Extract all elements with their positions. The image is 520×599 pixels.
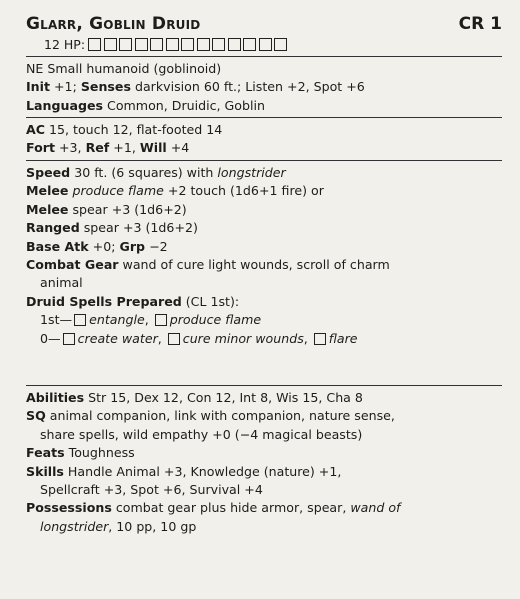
hp-box[interactable] xyxy=(166,38,179,51)
separator: , xyxy=(157,330,166,346)
sq-value: animal companion, link with companion, nature sense, xyxy=(45,408,395,424)
bab-value: +0; xyxy=(88,238,120,254)
possessions-continuation xyxy=(26,518,504,536)
hp-box[interactable] xyxy=(274,38,287,51)
melee-label: Melee xyxy=(26,183,69,199)
possessions-wand-spell: longstrider xyxy=(40,518,109,534)
melee-value: +2 touch (1d6+1 fire) or xyxy=(163,183,324,199)
combat-gear-label: Combat Gear xyxy=(26,257,119,273)
fort-label: Fort xyxy=(26,140,55,156)
spells-header-line xyxy=(26,293,504,311)
senses-value: darkvision 60 ft.; Listen +2, Spot +6 xyxy=(130,79,365,95)
skills-continuation: Spellcraft +3, Spot +6, Survival +4 xyxy=(40,482,263,498)
alignment-type: NE Small humanoid (goblinoid) xyxy=(26,61,222,76)
languages-line xyxy=(26,97,504,115)
caster-level: (CL 1st): xyxy=(181,293,240,309)
melee-line-1 xyxy=(26,182,504,200)
combat-gear-value: wand of cure light wounds, scroll of charm xyxy=(118,257,390,273)
stat-block-header xyxy=(26,14,502,34)
ref-value: +1, xyxy=(109,140,140,156)
hp-box[interactable] xyxy=(197,38,210,51)
divider xyxy=(26,117,502,118)
spell-entangle: entangle xyxy=(89,312,145,328)
spell-produce-flame: produce flame xyxy=(169,312,262,328)
divider xyxy=(26,385,502,386)
sq-label: SQ xyxy=(26,408,46,424)
grapple-label: Grp xyxy=(119,238,146,254)
ranged-value: spear +3 (1d6+2) xyxy=(79,220,198,236)
grapple-value: −2 xyxy=(145,238,168,254)
special-qualities-continuation: share spells, wild empathy +0 (−4 magical beasts) xyxy=(40,426,363,442)
spell-flare: flare xyxy=(328,330,358,346)
hp-box[interactable] xyxy=(119,38,132,51)
spell-level-prefix: 1st— xyxy=(40,312,73,328)
base-attack-line xyxy=(26,238,504,256)
hp-box[interactable] xyxy=(88,38,101,51)
combat-gear-line xyxy=(26,256,504,274)
will-value: +4 xyxy=(166,140,190,156)
hp-box[interactable] xyxy=(212,38,225,51)
spell-checkbox[interactable] xyxy=(314,333,326,345)
spells-level-0 xyxy=(26,330,504,348)
hp-box[interactable] xyxy=(243,38,256,51)
ref-label: Ref xyxy=(85,140,110,156)
spells-level-1 xyxy=(26,311,504,329)
defense-section xyxy=(26,121,504,158)
ac-value: 15, touch 12, flat-footed 14 xyxy=(45,122,223,137)
possessions-wand: wand of xyxy=(350,500,401,516)
speed-value: 30 ft. (6 squares) with xyxy=(70,165,218,180)
speed-line xyxy=(26,164,504,182)
hp-box[interactable] xyxy=(259,38,272,51)
melee-value: spear +3 (1d6+2) xyxy=(68,201,187,217)
melee-spell: produce flame xyxy=(72,183,164,199)
abilities-value: Str 15, Dex 12, Con 12, Int 8, Wis 15, Cha 8 xyxy=(84,390,363,405)
languages-value: Common, Druidic, Goblin xyxy=(103,97,265,113)
hp-tracker xyxy=(88,38,290,51)
ranged-line xyxy=(26,219,504,237)
skills-label: Skills xyxy=(26,463,64,479)
identity-section xyxy=(26,60,504,115)
spell-checkbox[interactable] xyxy=(168,333,180,345)
spell-cure-minor-wounds: cure minor wounds xyxy=(182,330,304,346)
hit-points-row xyxy=(44,37,290,52)
abilities-label: Abilities xyxy=(26,390,85,405)
init-senses-line xyxy=(26,78,504,96)
hp-box[interactable] xyxy=(181,38,194,51)
possessions-rest: , 10 pp, 10 gp xyxy=(108,518,197,534)
special-qualities-line xyxy=(26,407,504,425)
separator: , xyxy=(144,312,153,328)
abilities-line xyxy=(26,389,504,407)
init-label: Init xyxy=(26,79,50,95)
spell-checkbox[interactable] xyxy=(63,333,75,345)
speed-spell: longstrider xyxy=(217,165,286,180)
spell-level-prefix: 0— xyxy=(40,330,61,346)
spell-create-water: create water xyxy=(77,330,158,346)
stats-section xyxy=(26,389,504,536)
feats-value: Toughness xyxy=(64,445,135,461)
melee-line-2 xyxy=(26,201,504,219)
feats-line xyxy=(26,444,504,462)
init-value: +1; xyxy=(50,79,81,95)
combat-gear-continuation: animal xyxy=(40,275,83,291)
divider xyxy=(26,56,502,57)
hp-box[interactable] xyxy=(104,38,117,51)
senses-label: Senses xyxy=(80,79,131,95)
hp-box[interactable] xyxy=(228,38,241,51)
ac-line xyxy=(26,121,504,139)
offense-section xyxy=(26,164,504,348)
hp-box[interactable] xyxy=(150,38,163,51)
spell-checkbox[interactable] xyxy=(155,314,167,326)
ranged-label: Ranged xyxy=(26,220,80,236)
bab-label: Base Atk xyxy=(26,238,89,254)
possessions-value: combat gear plus hide armor, spear, xyxy=(111,500,351,516)
feats-label: Feats xyxy=(26,445,65,461)
will-label: Will xyxy=(139,140,167,156)
melee-label: Melee xyxy=(26,201,69,217)
possessions-label: Possessions xyxy=(26,500,112,516)
divider xyxy=(26,160,502,161)
spells-label: Druid Spells Prepared xyxy=(26,293,182,309)
challenge-rating: CR 1 xyxy=(458,14,502,34)
possessions-line xyxy=(26,499,504,517)
fort-value: +3, xyxy=(54,140,86,156)
ac-label: AC xyxy=(26,122,45,137)
saves-line xyxy=(26,139,504,157)
hp-box[interactable] xyxy=(135,38,148,51)
skills-value: Handle Animal +3, Knowledge (nature) +1, xyxy=(63,463,342,479)
spell-checkbox[interactable] xyxy=(74,314,86,326)
creature-name: Glarr, Goblin Druid xyxy=(26,14,201,34)
separator: , xyxy=(303,330,312,346)
skills-line xyxy=(26,463,504,481)
languages-label: Languages xyxy=(26,97,104,113)
speed-label: Speed xyxy=(26,165,71,180)
hp-label: 12 HP: xyxy=(44,37,86,52)
